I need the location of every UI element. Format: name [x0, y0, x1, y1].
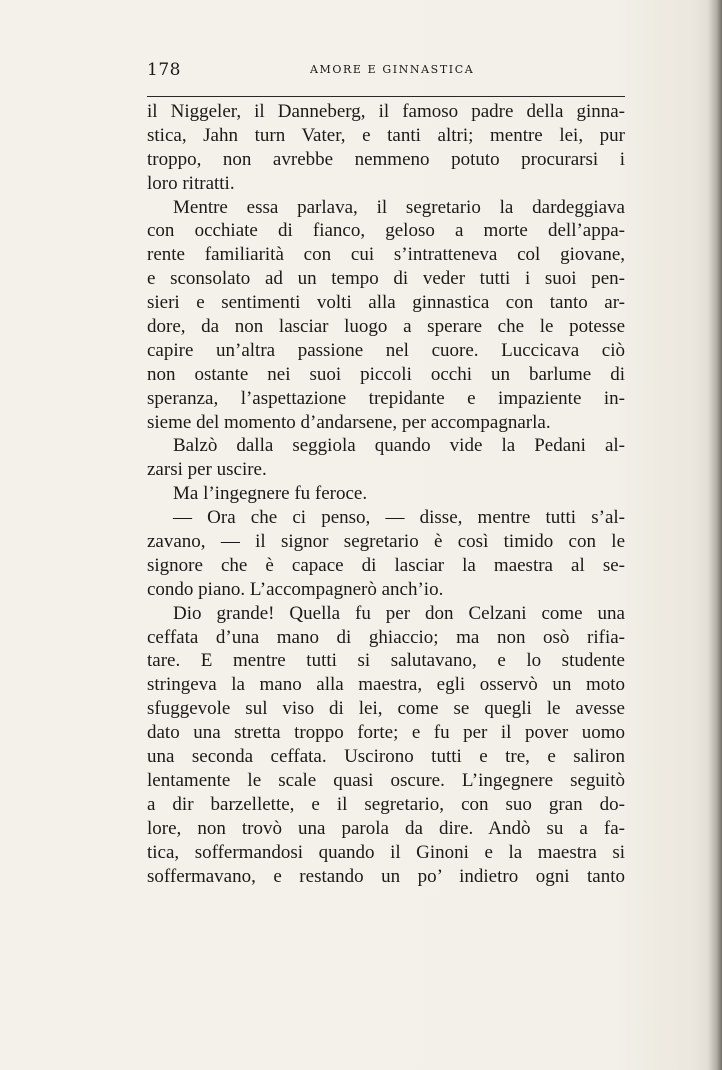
text-line: stringeva la mano alla maestra, egli osservò un moto: [147, 674, 625, 696]
text-line: Ma l’ingegnere fu feroce.: [173, 483, 368, 505]
text-line: con occhiate di fianco, geloso a morte dell’appa-: [147, 220, 625, 242]
text-line: zarsi per uscire.: [147, 459, 267, 481]
text-line: lore, non trovò una parola da dire. Andò su a fa-: [147, 817, 625, 839]
text-line: capire un’altra passione nel cuore. Luccicava ciò: [147, 339, 625, 361]
text-line: una seconda ceffata. Uscirono tutti e tre, e saliron: [147, 746, 625, 768]
page-edge-shadow: [708, 0, 722, 1070]
header-rule: [147, 96, 625, 97]
text-line: Mentre essa parlava, il segretario la dardeggiava: [173, 196, 625, 218]
text-line: lentamente le scale quasi oscure. L’ingegnere seguitò: [147, 769, 625, 791]
text-line: signore che è capace di lasciar la maestra al se-: [147, 554, 625, 576]
text-line: speranza, l’aspettazione trepidante e impaziente in-: [147, 387, 625, 409]
text-line: sfuggevole sul viso di lei, come se quegli le avesse: [147, 698, 625, 720]
text-line: stica, Jahn turn Vater, e tanti altri; mentre lei, pur: [147, 124, 625, 146]
text-line: soffermavano, e restando un po’ indietro ogni tanto: [147, 865, 625, 887]
text-line: dore, da non lasciar luogo a sperare che le potesse: [147, 316, 625, 338]
page-header: [147, 60, 625, 80]
text-line: il Niggeler, il Danneberg, il famoso padre della ginna-: [147, 101, 625, 122]
text-line: ceffata d’una mano di ghiaccio; ma non osò rifia-: [147, 626, 625, 648]
body-text: [147, 100, 625, 888]
page-number: 178: [147, 60, 181, 80]
text-line: a dir barzellette, e il segretario, con suo gran do-: [147, 793, 625, 815]
text-line: non ostante nei suoi piccoli occhi un barlume di: [147, 363, 625, 385]
text-line: rente familiarità con cui s’intratteneva col giovane,: [147, 244, 625, 266]
text-line: e sconsolato ad un tempo di veder tutti i suoi pen-: [147, 268, 625, 290]
text-line: Dio grande! Quella fu per don Celzani come una: [173, 602, 625, 624]
text-line: sieme del momento d’andarsene, per accompagnarla.: [147, 411, 551, 433]
text-line: — Ora che ci penso, — disse, mentre tutti s’al-: [173, 507, 625, 529]
text-line: troppo, non avrebbe nemmeno potuto procurarsi i: [147, 148, 625, 170]
text-line: sieri e sentimenti volti alla ginnastica con tanto ar-: [147, 292, 625, 314]
text-line: Balzò dalla seggiola quando vide la Pedani al-: [173, 435, 625, 457]
running-title: AMORE E GINNASTICA: [310, 63, 475, 76]
text-line: loro ritratti.: [147, 172, 235, 194]
text-line: tica, soffermandosi quando il Ginoni e la maestra si: [147, 841, 625, 863]
text-line: tare. E mentre tutti si salutavano, e lo studente: [147, 650, 625, 672]
text-line: zavano, — il signor segretario è così timido con le: [147, 531, 625, 553]
text-line: condo piano. L’accompagnerò anch’io.: [147, 578, 444, 600]
text-line: dato una stretta troppo forte; e fu per il pover uomo: [147, 722, 625, 744]
